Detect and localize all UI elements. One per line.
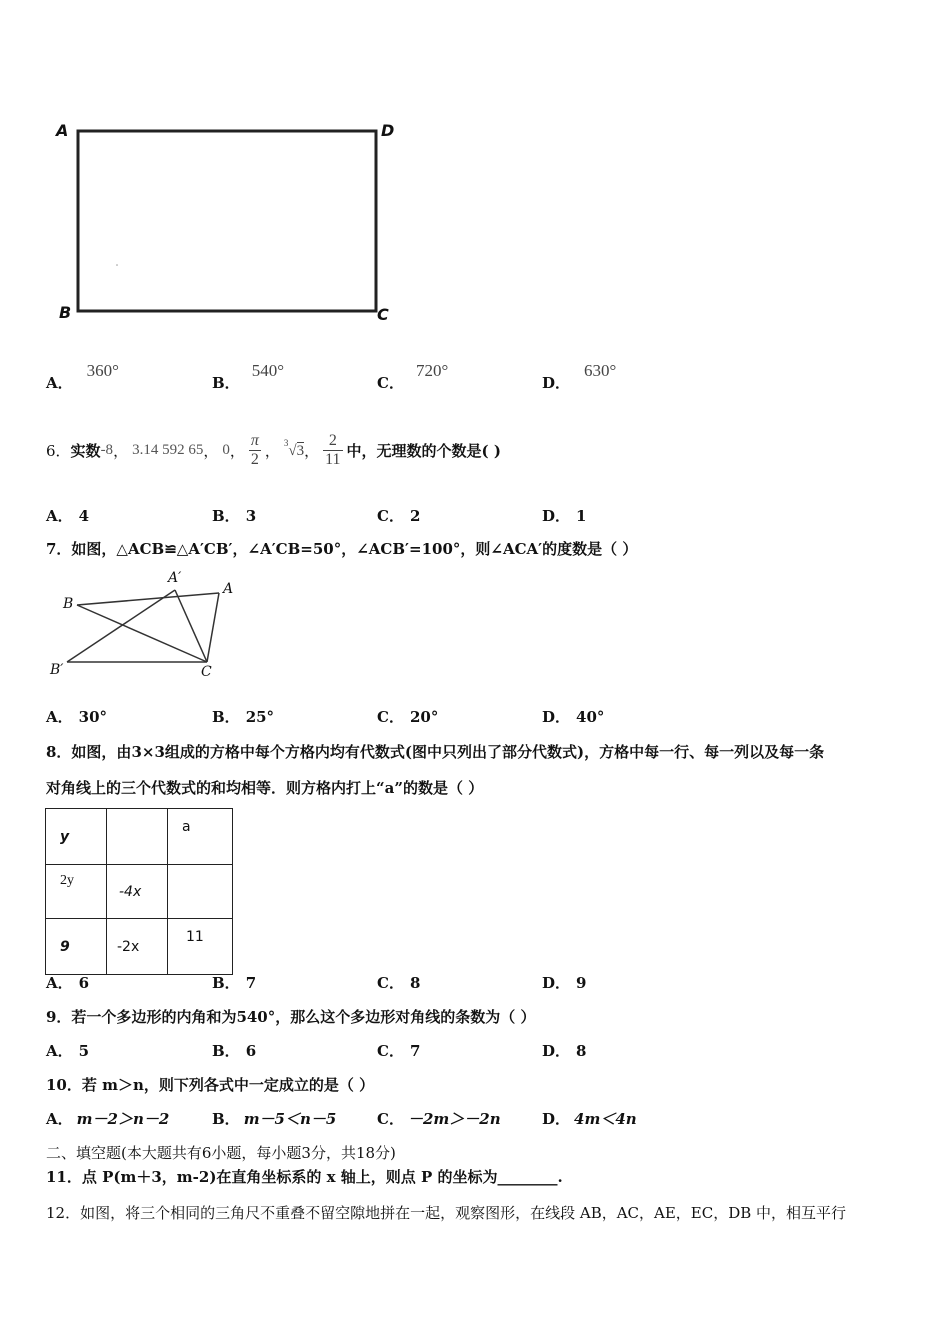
q6-option-c[interactable]: C． 2: [377, 507, 421, 525]
q9-option-b[interactable]: B． 6: [212, 1042, 257, 1060]
grid-cell: 9: [46, 919, 107, 975]
grid-row: [46, 865, 233, 919]
q7-stem: 7．如图，△ACB≌△A′CB′，∠A′CB=50°，∠ACB′=100°，则∠ACA′的度数是（ ）: [46, 540, 638, 558]
q5-option-a[interactable]: A．360°: [46, 361, 119, 392]
pi-over-2-fraction: $\frac{\pi}{2}$: [250, 431, 259, 468]
q6-stem: 6． 实数 -8 ， 3.14 592 65 ， 0 ， $\frac{\pi}{2}$ ， $^3$√3 ， $\frac{2}{11}$ 中，无理数的个数是( ): [46, 431, 501, 468]
q8-option-b[interactable]: B． 7: [212, 974, 257, 992]
q9-option-d[interactable]: D． 8: [542, 1042, 587, 1060]
q10-option-b[interactable]: B． m－5＜n－5: [212, 1110, 337, 1128]
q6-option-d[interactable]: D． 1: [542, 507, 587, 525]
q8-option-c[interactable]: C． 8: [377, 974, 421, 992]
q9-stem: 9．若一个多边形的内角和为540°，那么这个多边形对角线的条数为（ ）: [46, 1008, 536, 1026]
grid-cell: [168, 865, 233, 919]
grid-cell: -4x: [107, 865, 168, 919]
q7-option-a[interactable]: A． 30°: [46, 708, 108, 726]
q10-option-a[interactable]: A． m－2＞n－2: [46, 1110, 170, 1128]
q8-stem-line1: 8．如图，由3×3组成的方格中每个方格内均有代数式(图中只列出了部分代数式)，方格中每一行、每一列以及每一条: [46, 743, 825, 761]
grid-cell: a: [168, 809, 233, 865]
q6-option-a[interactable]: A． 4: [46, 507, 90, 525]
segment-aprime-c: [175, 590, 207, 662]
grid-cell: -2x: [107, 919, 168, 975]
rectangle-figure: [50, 115, 400, 330]
segment-b-c: [77, 605, 207, 662]
q8-stem-line2: 对角线上的三个代数式的和均相等．则方格内打上“a”的数是（ ）: [46, 779, 484, 797]
grid-cell: y: [46, 809, 107, 865]
q6-option-b[interactable]: B． 3: [212, 507, 257, 525]
q10-option-c[interactable]: C． －2m＞－2n: [377, 1110, 501, 1128]
q10-stem: 10．若 m＞n，则下列各式中一定成立的是（ ）: [46, 1076, 375, 1094]
magic-square-grid: [45, 808, 233, 975]
rectangle-abcd: [78, 131, 376, 311]
grid-cell: 2y: [46, 865, 107, 919]
rect-label-b: B: [59, 303, 72, 322]
segment-a-c: [207, 593, 219, 662]
grid-cell: 11: [168, 919, 233, 975]
triangle-figure: [45, 570, 245, 685]
tri-label-a-prime: A′: [168, 570, 182, 586]
q8-option-a[interactable]: A． 6: [46, 974, 90, 992]
q5-option-d[interactable]: D．630°: [542, 361, 617, 392]
q12-stem: 12．如图，将三个相同的三角尺不重叠不留空隙地拼在一起，观察图形，在线段 AB，AC，AE，EC，DB 中，相互平行: [46, 1204, 847, 1222]
section-heading-fill-in: 二、填空题(本大题共有6小题，每小题3分，共18分): [46, 1144, 396, 1162]
two-elevenths-fraction: $\frac{2}{11}$: [325, 431, 341, 468]
q7-option-c[interactable]: C． 20°: [377, 708, 439, 726]
grid-cell: [107, 809, 168, 865]
tri-label-c: C: [201, 664, 212, 680]
q7-option-b[interactable]: B． 25°: [212, 708, 275, 726]
q9-option-a[interactable]: A． 5: [46, 1042, 90, 1060]
rect-label-d: D: [381, 121, 395, 140]
q11-stem: 11．点 P(m＋3，m-2)在直角坐标系的 x 轴上，则点 P 的坐标为________.: [46, 1168, 563, 1186]
q7-option-d[interactable]: D． 40°: [542, 708, 605, 726]
rectangle-dot: [116, 264, 118, 266]
rect-label-a: A: [56, 121, 69, 140]
tri-label-b-prime: B′: [50, 662, 64, 678]
cube-root: $^3$√3: [283, 437, 305, 459]
grid-row: [46, 809, 233, 865]
q5-option-c[interactable]: C．720°: [377, 361, 449, 392]
q9-option-c[interactable]: C． 7: [377, 1042, 421, 1060]
tri-label-b: B: [63, 596, 74, 612]
q8-option-d[interactable]: D． 9: [542, 974, 587, 992]
segment-b-a: [77, 593, 219, 605]
radical-sign-icon: √: [288, 442, 297, 459]
q10-option-d[interactable]: D． 4m＜4n: [542, 1110, 637, 1128]
grid-row: [46, 919, 233, 975]
rect-label-c: C: [377, 305, 389, 324]
q5-option-b[interactable]: B．540°: [212, 361, 284, 392]
tri-label-a: A: [223, 581, 234, 597]
